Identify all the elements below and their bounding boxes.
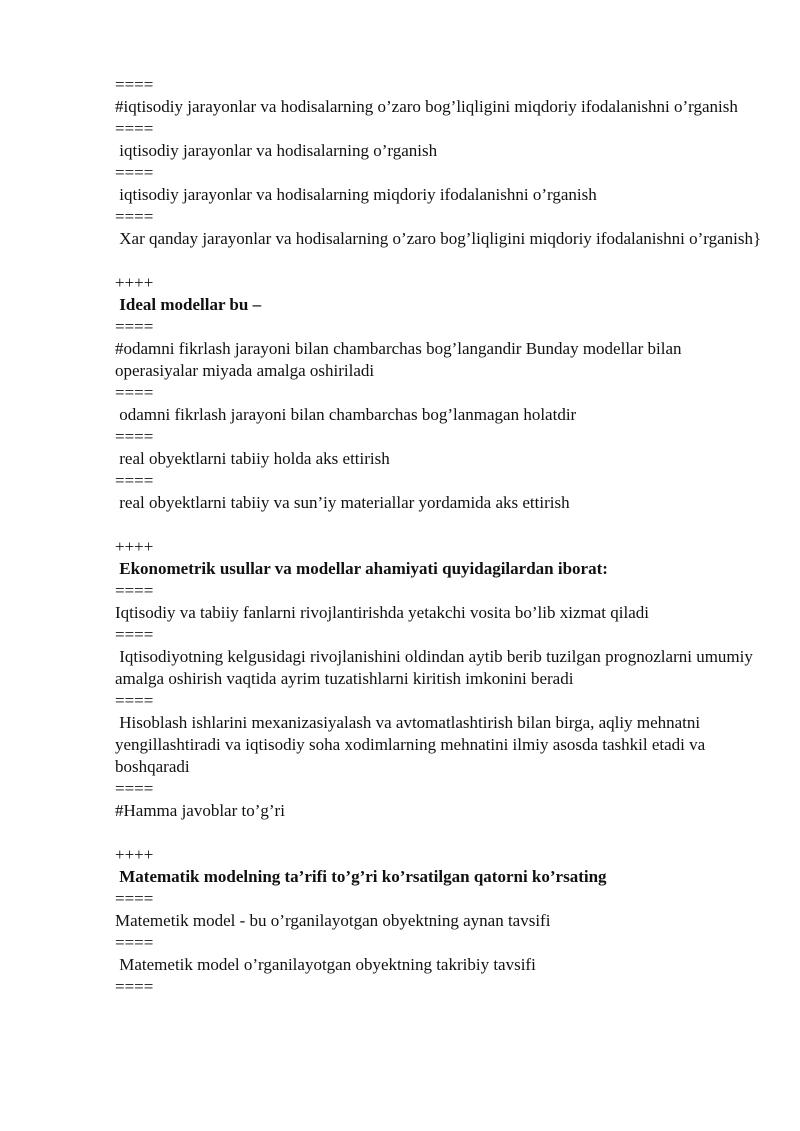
answer-separator: ====: [115, 933, 154, 952]
answer-separator: ====: [115, 977, 154, 996]
answer-separator: ====: [115, 625, 154, 644]
answer-option: #iqtisodiy jarayonlar va hodisalarning o’zaro bog’liqligini miqdoriy ifodalanishni o’rganish: [115, 97, 738, 116]
answer-option: iqtisodiy jarayonlar va hodisalarning miqdoriy ifodalanishni o’rganish: [115, 185, 597, 204]
answer-separator: ====: [115, 779, 154, 798]
answer-option: #Hamma javoblar to’g’ri: [115, 801, 285, 820]
answer-option: odamni fikrlash jarayoni bilan chambarchas bog’lanmagan holatdir: [115, 405, 577, 424]
question-text: Ideal modellar bu –: [115, 295, 262, 314]
answer-separator: ====: [115, 119, 154, 138]
answer-option: Matemetik model - bu o’rganilayotgan obyektning aynan tavsifi: [115, 911, 551, 930]
answer-separator: ====: [115, 581, 154, 600]
answer-separator: ====: [115, 163, 154, 182]
answer-separator: ====: [115, 691, 154, 710]
answer-separator: ====: [115, 471, 154, 490]
answer-option: Iqtisodiyotning kelgusidagi rivojlanishini oldindan aytib berib tuzilgan prognozlarni umumiy amalga oshirish vaqtida ayrim tuzatishlarni kiritish imkonini beradi: [115, 647, 758, 688]
question-separator: ++++: [115, 845, 154, 864]
question-text: Ekonometrik usullar va modellar ahamiyati quyidagilardan iborat:: [115, 559, 608, 578]
question-separator: ++++: [115, 537, 154, 556]
answer-option: Xar qanday jarayonlar va hodisalarning o’zaro bog’liqligini miqdoriy ifodalanishni o’rganish}: [115, 229, 762, 248]
answer-separator: ====: [115, 889, 154, 908]
question-separator: ++++: [115, 273, 154, 292]
answer-option: Matemetik model o’rganilayotgan obyektning takribiy tavsifi: [115, 955, 536, 974]
answer-option: Hisoblash ishlarini mexanizasiyalash va avtomatlashtirish bilan birga, aqliy mehnatni yengillashtiradi va iqtisodiy soha xodimlarning mehnatini ilmiy asosda tashkil etadi va boshqaradi: [115, 713, 710, 776]
document-page: [115, 74, 765, 998]
answer-option: iqtisodiy jarayonlar va hodisalarning o’rganish: [115, 141, 438, 160]
question-text: Matematik modelning ta’rifi to’g’ri ko’rsatilgan qatorni ko’rsating: [115, 867, 607, 886]
answer-separator: ====: [115, 207, 154, 226]
answer-option: Iqtisodiy va tabiiy fanlarni rivojlantirishda yetakchi vosita bo’lib xizmat qiladi: [115, 603, 649, 622]
answer-separator: ====: [115, 317, 154, 336]
answer-separator: ====: [115, 427, 154, 446]
answer-option: #odamni fikrlash jarayoni bilan chambarchas bog’langandir Bunday modellar bilan operasiyalar miyada amalga oshiriladi: [115, 339, 686, 380]
answer-separator: ====: [115, 383, 154, 402]
answer-option: real obyektlarni tabiiy holda aks ettirish: [115, 449, 390, 468]
answer-option: real obyektlarni tabiiy va sun’iy materiallar yordamida aks ettirish: [115, 493, 570, 512]
answer-separator: ====: [115, 75, 154, 94]
